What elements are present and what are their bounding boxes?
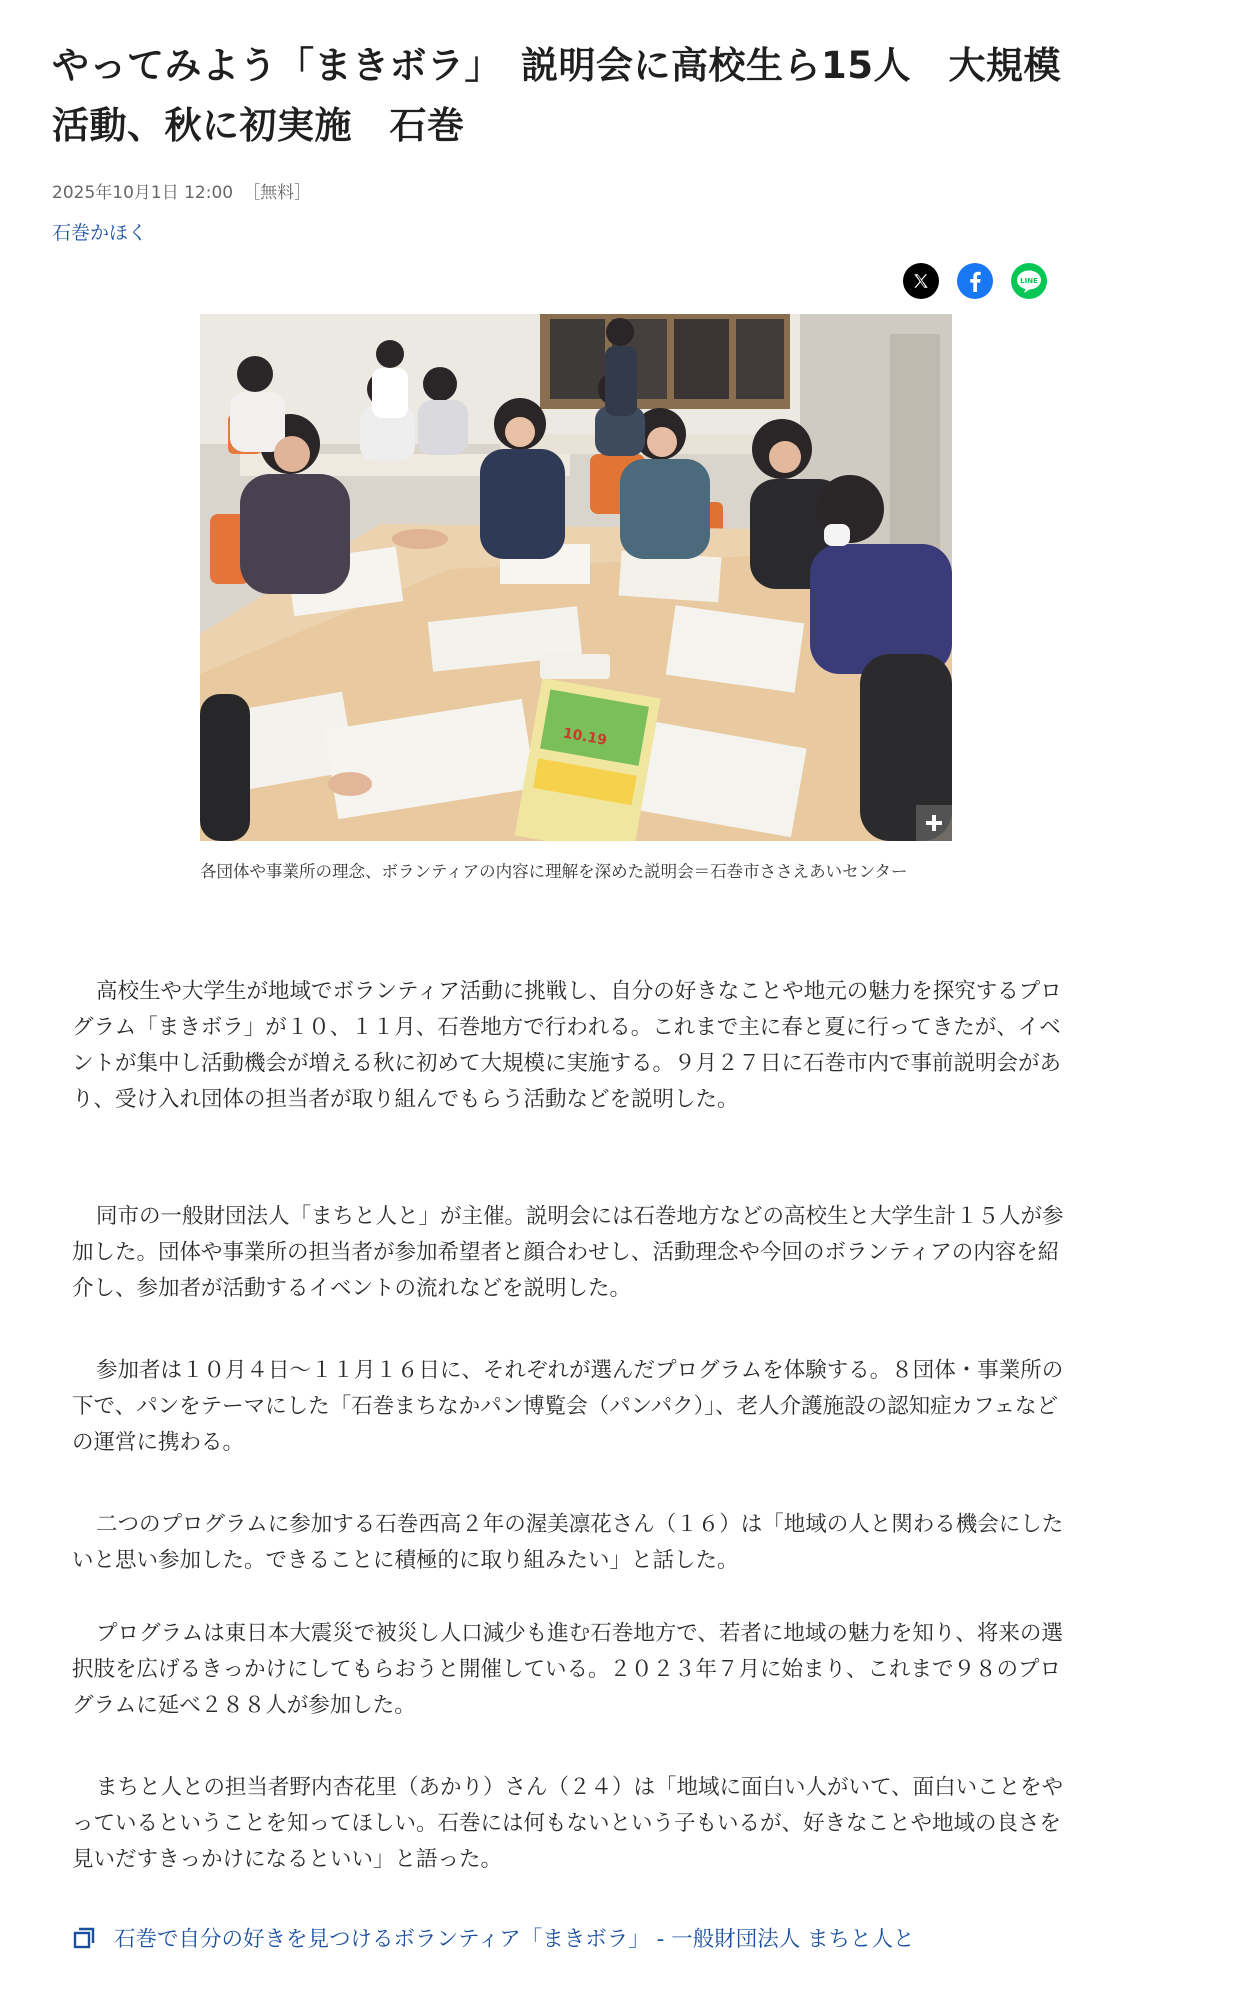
article-title: やってみよう「まきボラ」 説明会に高校生ら15人 大規模活動、秋に初実施 石巻 xyxy=(52,44,1061,147)
access-tag: ［無料］ xyxy=(243,183,312,203)
flyer-text: 10.19 xyxy=(561,725,609,749)
line-icon xyxy=(1011,263,1047,299)
photo-zoom-button[interactable] xyxy=(916,805,952,841)
paragraph-3: 参加者は１０月４日～１１月１６日に、それぞれが選んだプログラムを体験する。８団体・事業所の下で、パンをテーマにした「石巻まちなかパン博覧会（パンパク）」、老人介護施設の認知症カフェなどの運営に携わる。 xyxy=(72,1358,1064,1455)
share-x-button[interactable] xyxy=(903,263,939,299)
paragraph-1: 高校生や大学生が地域でボランティア活動に挑戦し、自分の好きなことや地元の魅力を探究するプログラム「まきボラ」が１０、１１月、石巻地方で行われる。これまで主に春と夏に行ってきたが、イベントが集中し活動機会が増える秋に初めて大規模に実施する。９月２７日に石巻市内で事前説明会があり、受け入れ団体の担当者が取り組んでもらう活動などを説明した。 xyxy=(72,979,1062,1112)
related-link[interactable] xyxy=(72,1922,915,1953)
paragraph-4: 二つのプログラムに参加する石巻西高２年の渥美凛花さん（１６）は「地域の人と関わる機会にしたいと思い参加した。できることに積極的に取り組みたい」と話した。 xyxy=(72,1512,1064,1573)
paragraph-2: 同市の一般財団法人「まちと人と」が主催。説明会には石巻地方などの高校生と大学生計１５人が参加した。団体や事業所の担当者が参加希望者と顔合わせし、活動理念や今回のボランティアの内容を紹介し、参加者が活動するイベントの流れなどを説明した。 xyxy=(72,1204,1064,1301)
external-link-icon xyxy=(72,1926,96,1950)
source-link[interactable]: 石巻かほく xyxy=(52,222,148,244)
paragraph-6: まちと人との担当者野内杏花里（あかり）さん（２４）は「地域に面白い人がいて、面白いことをやっているということを知ってほしい。石巻には何もないという子もいるが、好きなことや地域の良さを見いだすきっかけになるといい」と語った。 xyxy=(72,1775,1064,1872)
article-meta xyxy=(52,178,311,203)
paragraph-5: プログラムは東日本大震災で被災し人口減少も進む石巻地方で、若者に地域の魅力を知り、将来の選択肢を広げるきっかけにしてもらおうと開催している。２０２３年７月に始まり、これまで９８のプログラムに延べ２８８人が参加した。 xyxy=(72,1621,1063,1718)
line-icon-label: LINE xyxy=(1020,277,1038,285)
share-line-button[interactable] xyxy=(1011,263,1047,299)
x-icon xyxy=(912,272,930,290)
share-buttons xyxy=(903,263,1047,299)
share-facebook-button[interactable] xyxy=(957,263,993,299)
photo-caption: 各団体や事業所の理念、ボランティアの内容に理解を深めた説明会＝石巻市ささえあいセンター xyxy=(200,862,908,881)
plus-icon xyxy=(924,813,944,833)
publish-datetime: 2025年10月1日 12:00 xyxy=(52,183,234,203)
article-photo[interactable] xyxy=(200,314,952,841)
facebook-icon xyxy=(957,263,993,299)
photo-illustration xyxy=(200,314,952,841)
related-link-label: 石巻で自分の好きを見つけるボランティア「まきボラ」 - 一般財団法人 まちと人と xyxy=(114,1927,915,1952)
